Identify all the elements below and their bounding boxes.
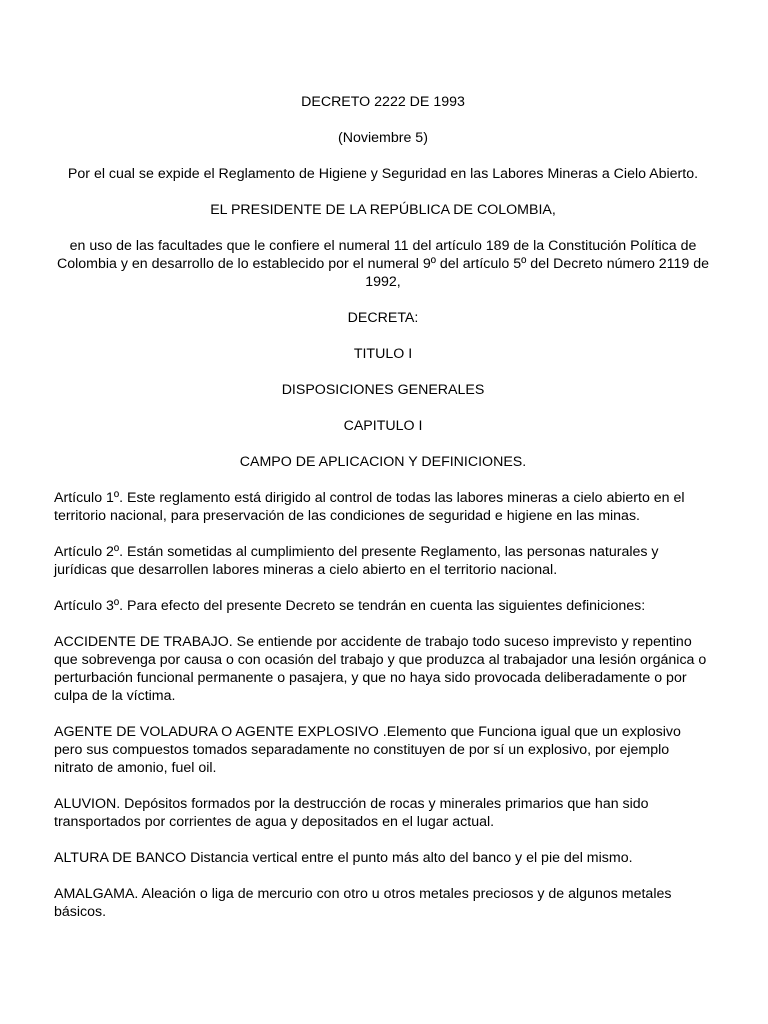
article-1: Artículo 1º. Este reglamento está dirigido al control de todas las labores mineras a cielo abierto en el territorio nacional, para preservación de las condiciones de seguridad e higiene en las minas. (54, 490, 685, 524)
article-3: Artículo 3º. Para efecto del presente Decreto se tendrán en cuenta las siguientes definiciones: (54, 598, 646, 614)
decreta-heading: DECRETA: (347, 310, 419, 326)
capitulo-name: CAMPO DE APLICACION Y DEFINICIONES. (239, 454, 527, 470)
article-2: Artículo 2º. Están sometidas al cumplimiento del presente Reglamento, las personas naturales y jurídicas que desarrollen labores mineras a cielo abierto en el territorio nacional. (54, 544, 659, 578)
definition-amalgama: AMALGAMA. Aleación o liga de mercurio con otro u otros metales preciosos y de algunos metales básicos. (54, 886, 672, 920)
definition-agente-de-voladura: AGENTE DE VOLADURA O AGENTE EXPLOSIVO .Elemento que Funciona igual que un explosivo pero sus compuestos tomados separadamente no constituyen de por sí un explosivo, por ejemplo nitrato de amonio, fuel oil. (54, 724, 681, 776)
preamble: en uso de las facultades que le confiere el numeral 11 del artículo 189 de la Constitución Política de Colombia y en desarrollo de lo establecido por el numeral 9º del artículo 5º del Decreto número 2119 de 1992, (56, 238, 710, 290)
titulo-heading: TITULO I (353, 346, 413, 362)
capitulo-heading: CAPITULO I (343, 418, 423, 434)
decree-date: (Noviembre 5) (338, 130, 428, 146)
definition-accidente-de-trabajo: ACCIDENTE DE TRABAJO. Se entiende por accidente de trabajo todo suceso imprevisto y repentino que sobrevenga por causa o con ocasión del trabajo y que produzca al trabajador una lesión orgánica o perturbación funcional permanente o pasajera, y que no haya sido provocada deliberadamente o por culpa de la víctima. (54, 634, 707, 704)
titulo-name: DISPOSICIONES GENERALES (281, 382, 485, 398)
decree-summary: Por el cual se expide el Reglamento de Higiene y Seguridad en las Labores Mineras a Cielo Abierto. (67, 166, 699, 182)
definition-altura-de-banco: ALTURA DE BANCO Distancia vertical entre el punto más alto del banco y el pie del mismo. (54, 850, 633, 866)
issuer: EL PRESIDENTE DE LA REPÚBLICA DE COLOMBIA, (210, 202, 556, 218)
decree-title: DECRETO 2222 DE 1993 (301, 94, 465, 110)
definition-aluvion: ALUVION. Depósitos formados por la destrucción de rocas y minerales primarios que han sido transportados por corrientes de agua y depositados en el lugar actual. (54, 796, 649, 830)
